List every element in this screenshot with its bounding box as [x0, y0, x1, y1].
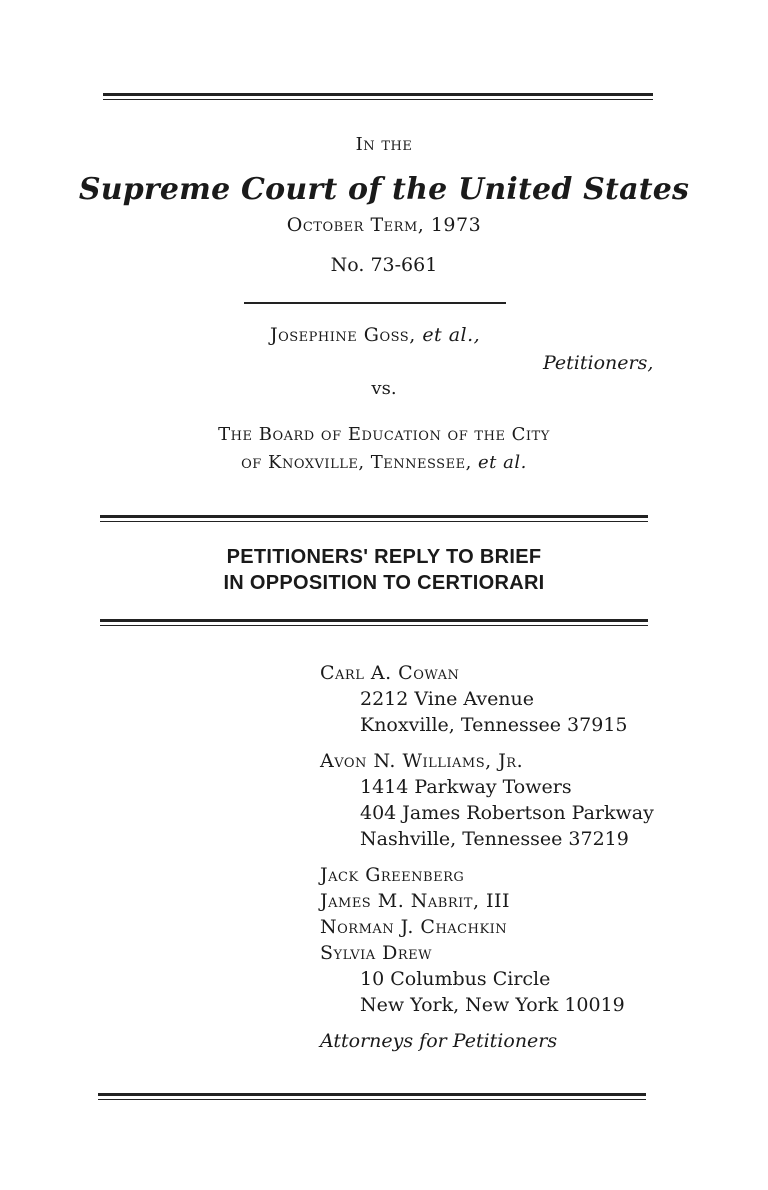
attorney-3-name-4: Sylvia Drew — [320, 942, 433, 964]
attorney-3-name-3: Norman J. Chachkin — [320, 916, 508, 938]
attorney-3-name-1: Jack Greenberg — [320, 864, 465, 886]
respondent-line-1: The Board of Education of the City — [218, 424, 550, 445]
attorney-2-address-3: Nashville, Tennessee 37219 — [360, 828, 629, 850]
docket-number: No. 73-661 — [330, 254, 438, 276]
in-the-label: In the — [355, 134, 413, 155]
short-rule — [244, 302, 506, 304]
title-rule-top — [100, 515, 648, 522]
document-title-line-2: IN OPPOSITION TO CERTIORARI — [223, 572, 545, 594]
attorney-2-address-1: 1414 Parkway Towers — [360, 776, 572, 798]
attorneys-footer: Attorneys for Petitioners — [320, 1030, 558, 1052]
respondent-line-2 — [0, 452, 768, 473]
attorney-1-address-1: 2212 Vine Avenue — [360, 688, 535, 710]
attorney-2-name: Avon N. Williams, Jr. — [320, 750, 524, 772]
respondent-text: of Knoxville, Tennessee, — [241, 452, 472, 473]
attorney-2-address-2: 404 James Robertson Parkway — [360, 802, 654, 824]
document-title-line-1: PETITIONERS' REPLY TO BRIEF — [226, 546, 542, 568]
petitioner-role: Petitioners, — [543, 352, 654, 374]
attorney-3-address-1: 10 Columbus Circle — [360, 968, 551, 990]
attorney-3-name-2: James M. Nabrit, III — [320, 890, 511, 912]
petitioner-line — [270, 324, 480, 346]
petitioner-name: Josephine Goss, — [270, 324, 416, 346]
court-name: Supreme Court of the United States — [78, 172, 690, 207]
top-rule — [103, 93, 653, 100]
respondent-et-al: et al. — [478, 452, 527, 473]
title-rule-bottom — [100, 619, 648, 626]
versus-label: vs. — [371, 378, 397, 399]
attorney-3-address-2: New York, New York 10019 — [360, 994, 625, 1016]
bottom-rule — [98, 1093, 646, 1100]
attorney-1-name: Carl A. Cowan — [320, 662, 460, 684]
attorney-1-address-2: Knoxville, Tennessee 37915 — [360, 714, 628, 736]
petitioner-et-al: et al., — [422, 324, 481, 346]
term-label: October Term, 1973 — [286, 214, 482, 236]
